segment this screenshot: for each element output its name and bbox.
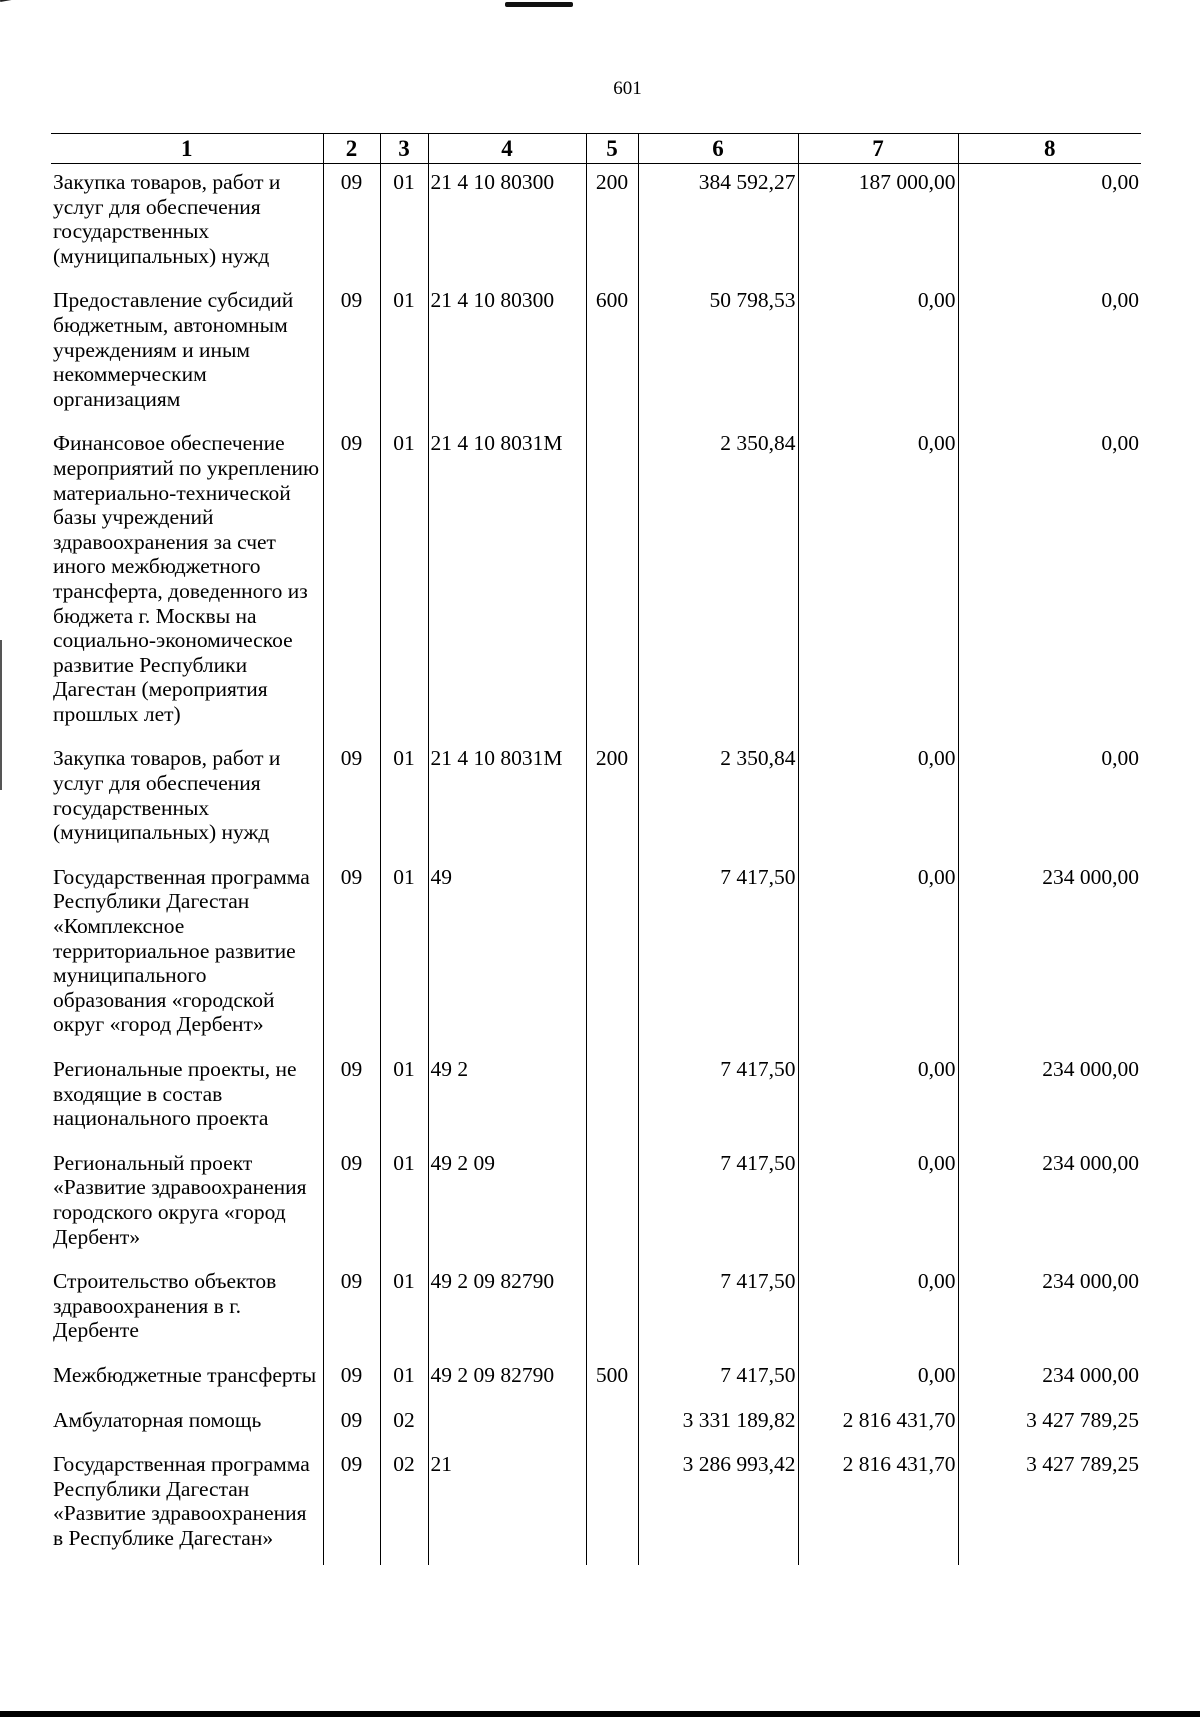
amount-col8-cell: 234 000,00 (958, 1145, 1141, 1263)
row-name-cell: Государственная программа Республики Дагестан «Развитие здравоохранения в Республике Дагестан» (53, 1452, 310, 1550)
subsection-code-cell: 01 (380, 1051, 428, 1145)
expense-type-cell: 500 (586, 1357, 638, 1402)
expense-type-cell: 600 (586, 282, 638, 425)
amount-col8-cell: 3 427 789,25 (958, 1402, 1141, 1447)
amount-col8-cell: 0,00 (958, 425, 1141, 740)
amount-col7-cell: 0,00 (798, 425, 958, 740)
amount-col8-cell: 3 427 789,25 (958, 1446, 1141, 1564)
amount-col7-cell: 0,00 (798, 282, 958, 425)
target-article-cell: 21 4 10 80300 (428, 164, 586, 283)
amount-col8-cell: 234 000,00 (958, 859, 1141, 1051)
subsection-code-cell: 01 (380, 282, 428, 425)
section-code-cell: 09 (323, 1145, 380, 1263)
table-row (51, 282, 1141, 425)
target-article-cell: 49 (428, 859, 586, 1051)
amount-col8-cell: 0,00 (958, 164, 1141, 283)
amount-col6-cell: 7 417,50 (638, 1145, 798, 1263)
expense-type-cell (586, 1402, 638, 1447)
row-name-cell: Предоставление субсидий бюджетным, автономным учреждениям и иным некоммерческим организациям (53, 288, 294, 411)
amount-col8-cell: 234 000,00 (958, 1357, 1141, 1402)
row-name-cell: Закупка товаров, работ и услуг для обеспечения государственных (муниципальных) нужд (53, 746, 281, 845)
row-name-cell: Региональный проект «Развитие здравоохранения городского округа «город Дербент» (53, 1150, 307, 1249)
amount-col6-cell: 3 331 189,82 (638, 1402, 798, 1447)
row-name-cell: Межбюджетные трансферты (53, 1362, 317, 1387)
amount-col6-cell: 2 350,84 (638, 740, 798, 858)
amount-col7-cell: 0,00 (798, 740, 958, 858)
target-article-cell: 49 2 09 82790 (428, 1263, 586, 1357)
amount-col7-cell: 2 816 431,70 (798, 1402, 958, 1447)
section-code-cell: 09 (323, 1357, 380, 1402)
amount-col7-cell: 0,00 (798, 859, 958, 1051)
subsection-code-cell: 01 (380, 1357, 428, 1402)
target-article-cell: 21 4 10 8031М (428, 425, 586, 740)
target-article-cell (428, 1402, 586, 1447)
amount-col7-cell: 0,00 (798, 1051, 958, 1145)
section-code-cell: 09 (323, 859, 380, 1051)
row-name-cell: Региональные проекты, не входящие в состав национального проекта (53, 1057, 297, 1131)
section-code-cell: 09 (323, 1446, 380, 1564)
target-article-cell: 21 (428, 1446, 586, 1564)
column-header: 2 (323, 134, 380, 164)
expense-type-cell (586, 1051, 638, 1145)
column-header: 8 (958, 134, 1141, 164)
expense-type-cell: 200 (586, 164, 638, 283)
expense-type-cell (586, 1446, 638, 1564)
amount-col8-cell: 234 000,00 (958, 1263, 1141, 1357)
amount-col6-cell: 7 417,50 (638, 859, 798, 1051)
subsection-code-cell: 01 (380, 1263, 428, 1357)
target-article-cell: 21 4 10 80300 (428, 282, 586, 425)
table-row (51, 425, 1141, 740)
scan-mark-top (505, 2, 573, 7)
column-header: 3 (380, 134, 428, 164)
expense-type-cell (586, 425, 638, 740)
scan-mark-left (0, 640, 2, 790)
row-name-cell: Финансовое обеспечение мероприятий по укреплению материально-технической базы учреждений здравоохранения за счет иного межбюджетного трансферта, доведенного из бюджета г. Москвы на социально-экономическое развитие Республики Дагестан (мероприятия прошлых лет) (53, 431, 320, 726)
table-row (51, 1051, 1141, 1145)
table-row (51, 740, 1141, 858)
page-bottom-rule (0, 1711, 1200, 1717)
row-name-cell: Государственная программа Республики Дагестан «Комплексное территориальное развитие муниципального образования «городской округ «город Дербент» (53, 864, 310, 1037)
amount-col6-cell: 7 417,50 (638, 1051, 798, 1145)
subsection-code-cell: 01 (380, 164, 428, 283)
budget-table-container (51, 133, 1141, 1565)
section-code-cell: 09 (323, 282, 380, 425)
budget-table (51, 133, 1141, 1565)
subsection-code-cell: 01 (380, 740, 428, 858)
section-code-cell: 09 (323, 1263, 380, 1357)
amount-col8-cell: 0,00 (958, 282, 1141, 425)
subsection-code-cell: 01 (380, 859, 428, 1051)
table-row (51, 164, 1141, 283)
row-name-cell: Амбулаторная помощь (53, 1407, 262, 1432)
table-row (51, 1402, 1141, 1447)
table-row (51, 1446, 1141, 1564)
column-header: 6 (638, 134, 798, 164)
amount-col7-cell: 0,00 (798, 1263, 958, 1357)
expense-type-cell (586, 859, 638, 1051)
amount-col8-cell: 234 000,00 (958, 1051, 1141, 1145)
column-header: 4 (428, 134, 586, 164)
section-code-cell: 09 (323, 1051, 380, 1145)
section-code-cell: 09 (323, 1402, 380, 1447)
amount-col8-cell: 0,00 (958, 740, 1141, 858)
table-row (51, 859, 1141, 1051)
expense-type-cell (586, 1263, 638, 1357)
amount-col6-cell: 7 417,50 (638, 1263, 798, 1357)
table-body (51, 164, 1141, 1565)
amount-col6-cell: 2 350,84 (638, 425, 798, 740)
column-header: 1 (181, 135, 193, 161)
amount-col6-cell: 3 286 993,42 (638, 1446, 798, 1564)
amount-col6-cell: 50 798,53 (638, 282, 798, 425)
amount-col7-cell: 0,00 (798, 1357, 958, 1402)
column-header: 5 (586, 134, 638, 164)
subsection-code-cell: 02 (380, 1402, 428, 1447)
target-article-cell: 49 2 09 82790 (428, 1357, 586, 1402)
subsection-code-cell: 02 (380, 1446, 428, 1564)
target-article-cell: 21 4 10 8031М (428, 740, 586, 858)
target-article-cell: 49 2 (428, 1051, 586, 1145)
target-article-cell: 49 2 09 (428, 1145, 586, 1263)
section-code-cell: 09 (323, 425, 380, 740)
section-code-cell: 09 (323, 164, 380, 283)
column-header: 7 (798, 134, 958, 164)
amount-col6-cell: 384 592,27 (638, 164, 798, 283)
scan-mark-corner (0, 0, 48, 2)
page-number: 601 (613, 78, 642, 99)
table-row (51, 1357, 1141, 1402)
amount-col7-cell: 0,00 (798, 1145, 958, 1263)
header-row (51, 134, 1141, 164)
subsection-code-cell: 01 (380, 425, 428, 740)
expense-type-cell: 200 (586, 740, 638, 858)
section-code-cell: 09 (323, 740, 380, 858)
amount-col6-cell: 7 417,50 (638, 1357, 798, 1402)
amount-col7-cell: 187 000,00 (798, 164, 958, 283)
expense-type-cell (586, 1145, 638, 1263)
row-name-cell: Закупка товаров, работ и услуг для обеспечения государственных (муниципальных) нужд (53, 170, 281, 268)
amount-col7-cell: 2 816 431,70 (798, 1446, 958, 1564)
table-row (51, 1263, 1141, 1357)
table-row (51, 1145, 1141, 1263)
subsection-code-cell: 01 (380, 1145, 428, 1263)
row-name-cell: Строительство объектов здравоохранения в г. Дербенте (53, 1269, 277, 1343)
